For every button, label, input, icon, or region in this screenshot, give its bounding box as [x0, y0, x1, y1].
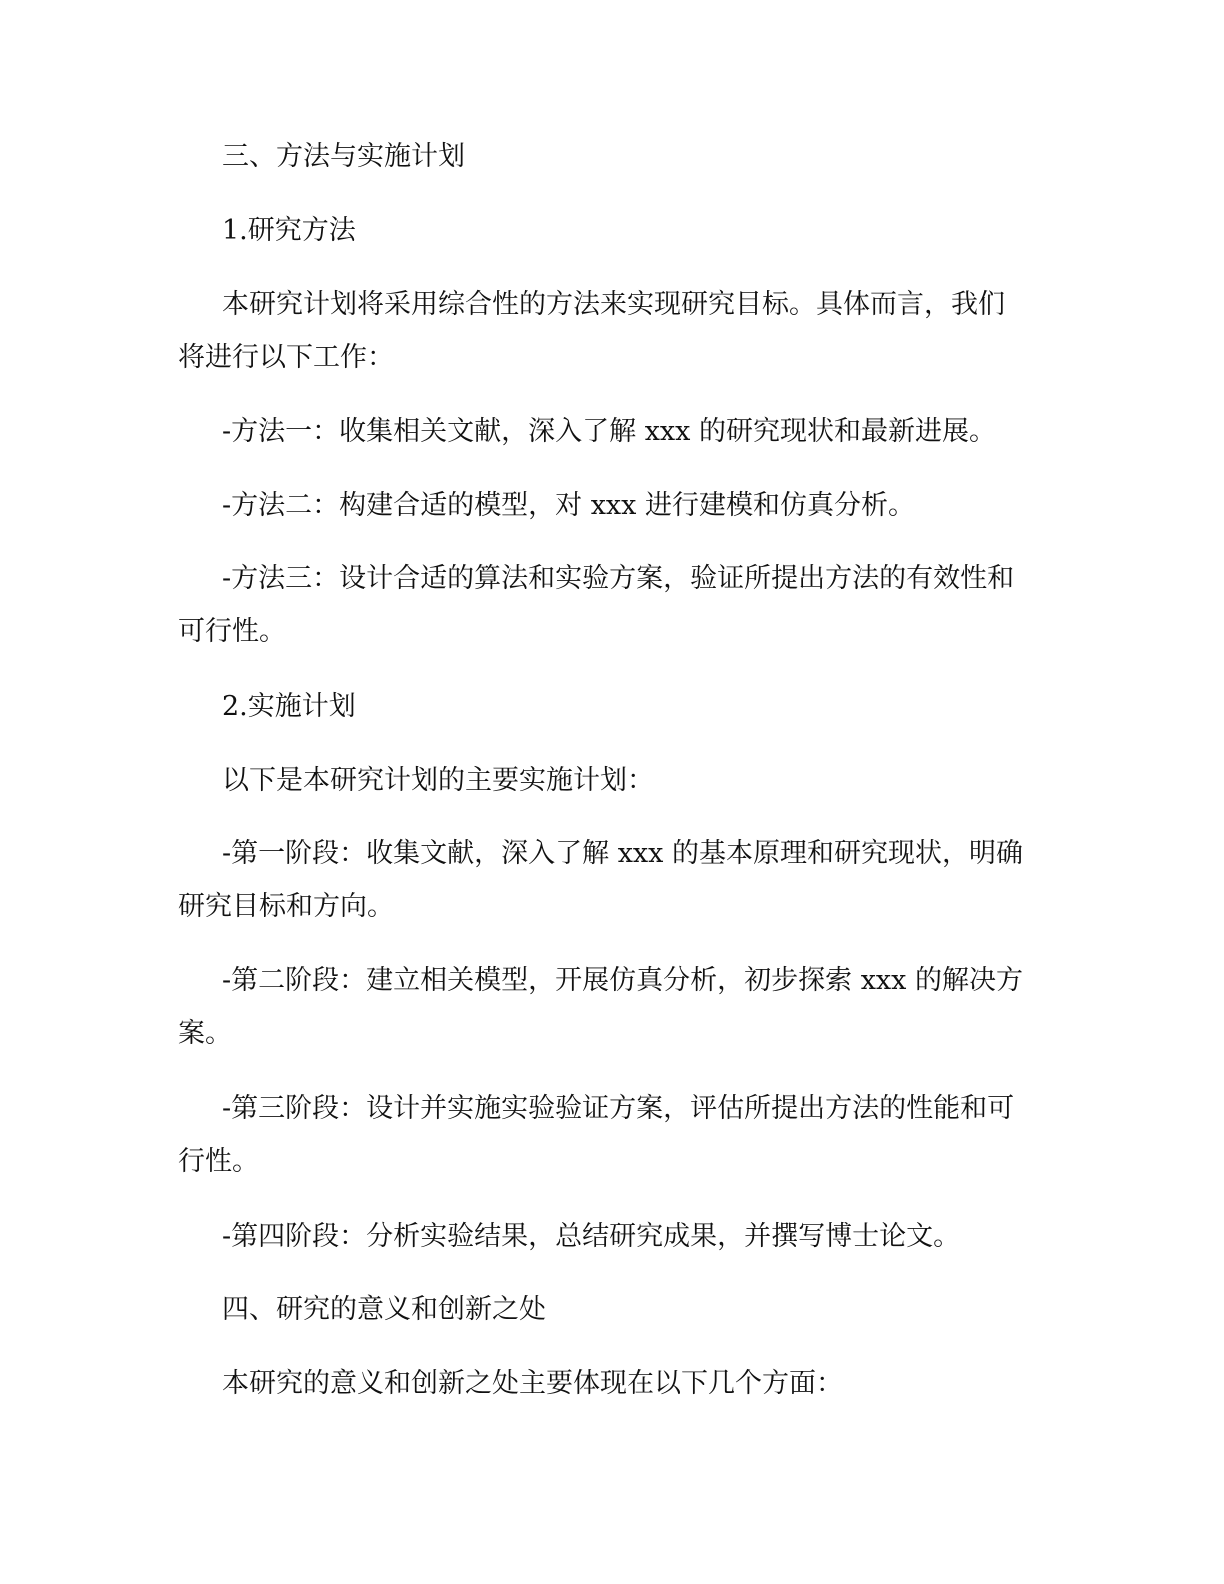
section-heading-methods-and-plan: 三、方法与实施计划	[222, 141, 465, 172]
section-heading-significance: 四、研究的意义和创新之处	[222, 1294, 546, 1325]
phase-item: -第四阶段：分析实验结果，总结研究成果，并撰写博士论文。	[222, 1221, 961, 1252]
methods-intro-paragraph: 本研究计划将采用综合性的方法来实现研究目标。具体而言，我们将进行以下工作：	[178, 289, 1005, 373]
phase-item: -第一阶段：收集文献，深入了解 xxx 的基本原理和研究现状，明确研究目标和方向。	[178, 838, 1023, 922]
significance-intro-paragraph: 本研究的意义和创新之处主要体现在以下几个方面：	[222, 1368, 843, 1399]
phase-item: -第三阶段：设计并实施实验验证方案，评估所提出方法的性能和可行性。	[178, 1093, 1015, 1177]
method-item: -方法一：收集相关文献，深入了解 xxx 的研究现状和最新进展。	[222, 416, 996, 447]
method-item: -方法二：构建合适的模型，对 xxx 进行建模和仿真分析。	[222, 490, 915, 521]
method-item: -方法三：设计合适的算法和实验方案，验证所提出方法的有效性和可行性。	[178, 563, 1015, 647]
subheading-research-methods: 1.研究方法	[222, 215, 356, 246]
phase-item: -第二阶段：建立相关模型，开展仿真分析，初步探索 xxx 的解决方案。	[178, 965, 1023, 1049]
plan-intro-paragraph: 以下是本研究计划的主要实施计划：	[222, 765, 654, 796]
subheading-implementation-plan: 2.实施计划	[222, 691, 356, 722]
